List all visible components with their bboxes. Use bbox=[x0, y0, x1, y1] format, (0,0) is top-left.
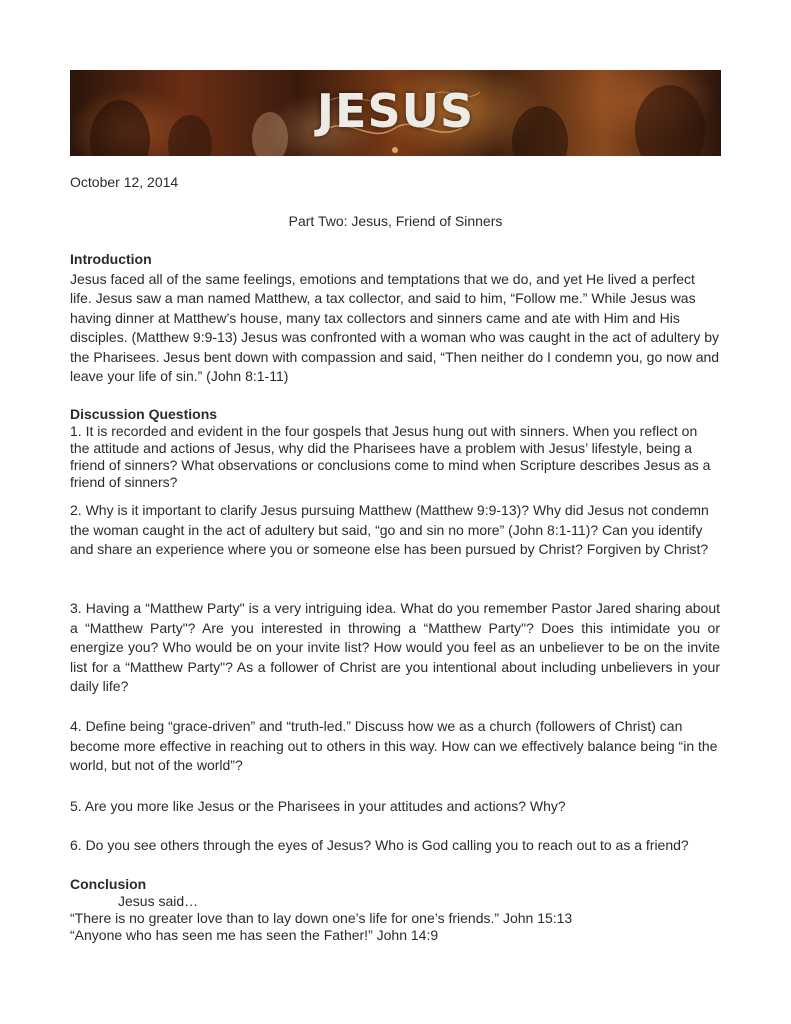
jesus-banner bbox=[70, 70, 721, 156]
question-2: 2. Why is it important to clarify Jesus pursuing Matthew (Matthew 9:9-13)? Why did Jesus not condemn the woman caught in the act of adultery but said, “go and sin no more” (John 8:1-11)? Can you identify and share an experience where you or someone else has been pursued by Christ? Forgiven by Christ? bbox=[70, 502, 709, 557]
question-3: 3. Having a “Matthew Party" is a very intriguing idea. What do you remember Pastor Jared sharing about a “Matthew Party"? Are you interested in throwing a “Matthew Party"? Does this intimidate you or energize you? Who would be on your invite list? How would you feel as an unbeliever to be on the invite list for a “Matthew Party"? As a follower of Christ are you intentional about including unbelievers in your daily life? bbox=[70, 600, 720, 694]
question-5: 5. Are you more like Jesus or the Pharisees in your attitudes and actions? Why? bbox=[70, 798, 566, 814]
document-date: October 12, 2014 bbox=[70, 174, 179, 190]
introduction-text: Jesus faced all of the same feelings, emotions and temptations that we do, and yet He lived a perfect life. Jesus saw a man named Matthew, a tax collector, and said to him, “Follow me.” While Jesus was having dinner at Matthew’s house, many tax collectors and sinners came and ate with Him and His disciples. (Matthew 9:9-13) Jesus was confronted with a woman who was caught in the act of adultery by the Pharisees. Jesus bent down with compassion and said, “Then neither do I condemn you, go now and leave your life of sin.” (John 8:1-11) bbox=[70, 270, 720, 384]
conclusion-quote: “Anyone who has seen me has seen the Father!” John 14:9 bbox=[70, 927, 439, 943]
conclusion-line: Jesus said… bbox=[118, 893, 199, 909]
question-6: 6. Do you see others through the eyes of Jesus? Who is God calling you to reach out to as a friend? bbox=[70, 837, 689, 853]
document-subtitle: Part Two: Jesus, Friend of Sinners bbox=[288, 213, 503, 229]
discussion-heading: Discussion Questions bbox=[70, 406, 218, 422]
introduction-heading: Introduction bbox=[70, 251, 152, 267]
conclusion-heading: Conclusion bbox=[70, 876, 147, 892]
conclusion-section bbox=[70, 876, 720, 944]
question-4: 4. Define being “grace-driven” and “truth-led.” Discuss how we as a church (followers of Christ) can become more effective in reaching out to others in this way. How can we effectively balance being “in the world, but not of the world”? bbox=[70, 718, 718, 773]
introduction-section bbox=[70, 250, 720, 387]
question-1: 1. It is recorded and evident in the four gospels that Jesus hung out with sinners. When you reflect on the attitude and actions of Jesus, why did the Pharisees have a problem with Jesus’ lifestyle, being a friend of sinners? What observations or conclusions come to mind when Scripture describes Jesus as a friend of sinners? bbox=[70, 423, 711, 490]
banner-title: JESUS bbox=[316, 84, 475, 138]
conclusion-quote: “There is no greater love than to lay down one’s life for one’s friends.” John 15:13 bbox=[70, 910, 573, 926]
